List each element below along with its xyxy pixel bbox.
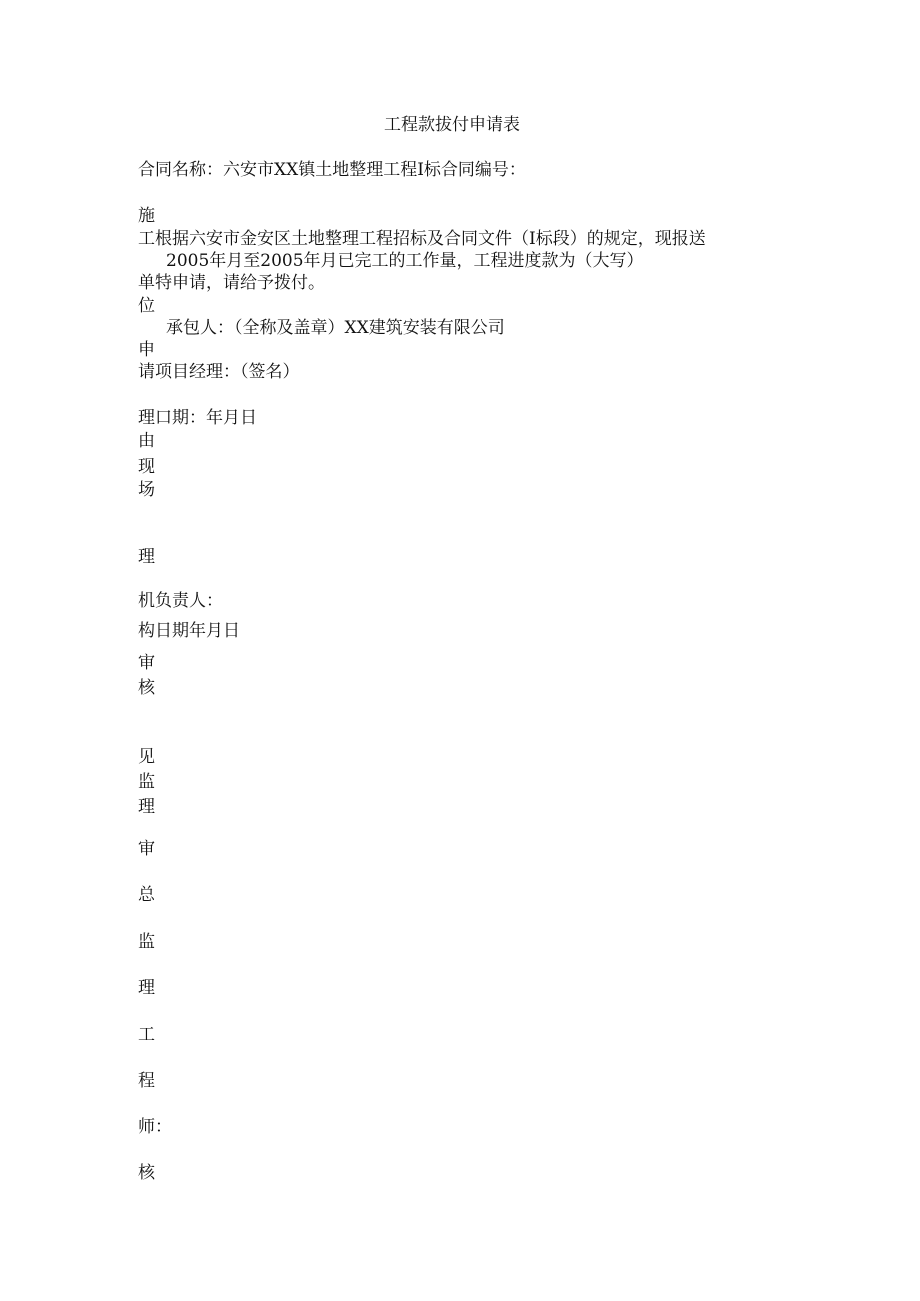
applicant-label-char-3: 申	[138, 340, 155, 360]
chief-label-char-4: 理	[138, 978, 155, 998]
project-manager-line: 请项目经理：（签名）	[138, 362, 300, 382]
applicant-label-char-1: 施	[138, 206, 155, 226]
site-label-char-1: 由	[138, 431, 155, 451]
chief-label-char-7: 核	[138, 1163, 155, 1183]
form-title: 工程款拔付申请表	[384, 115, 520, 135]
review-label-char-3: 见	[138, 747, 155, 767]
site-label-char-2: 现	[138, 457, 155, 477]
site-label-char-4: 理	[138, 547, 155, 567]
review-label-char-2: 核	[138, 678, 155, 698]
site-date-line: 构日期年月日	[138, 621, 240, 641]
chief-label-char-2: 总	[138, 885, 155, 905]
application-date-line: 理口期：年月日	[138, 408, 257, 428]
site-label-char-3: 场	[138, 480, 155, 500]
review-label-char-1: 审	[138, 653, 155, 673]
contract-name-line: 合同名称：六安市XX镇土地整理工程Ⅰ标合同编号：	[138, 160, 526, 180]
chief-label-char-3: 监	[138, 932, 155, 952]
site-responsible-line: 机负责人：	[138, 591, 223, 611]
applicant-label-char-2: 位	[138, 296, 155, 316]
review-label-char-4: 监	[138, 772, 155, 792]
work-period-line: 2005年月至2005年月已完工的工作量，工程进度款为（大写）	[166, 251, 644, 271]
review-label-char-5: 理	[138, 797, 155, 817]
chief-label-char-1: 审	[138, 839, 155, 859]
chief-engineer-line: 师：	[138, 1117, 172, 1137]
chief-label-char-5: 工	[138, 1025, 155, 1045]
chief-label-char-6: 程	[138, 1071, 155, 1091]
request-payment-line: 单特申请，请给予拨付。	[138, 273, 325, 293]
application-statement-line: 工根据六安市金安区土地整理工程招标及合同文件（Ⅰ标段）的规定，现报送	[138, 229, 706, 249]
contractor-line: 承包人：（全称及盖章）XX建筑安装有限公司	[166, 318, 505, 338]
